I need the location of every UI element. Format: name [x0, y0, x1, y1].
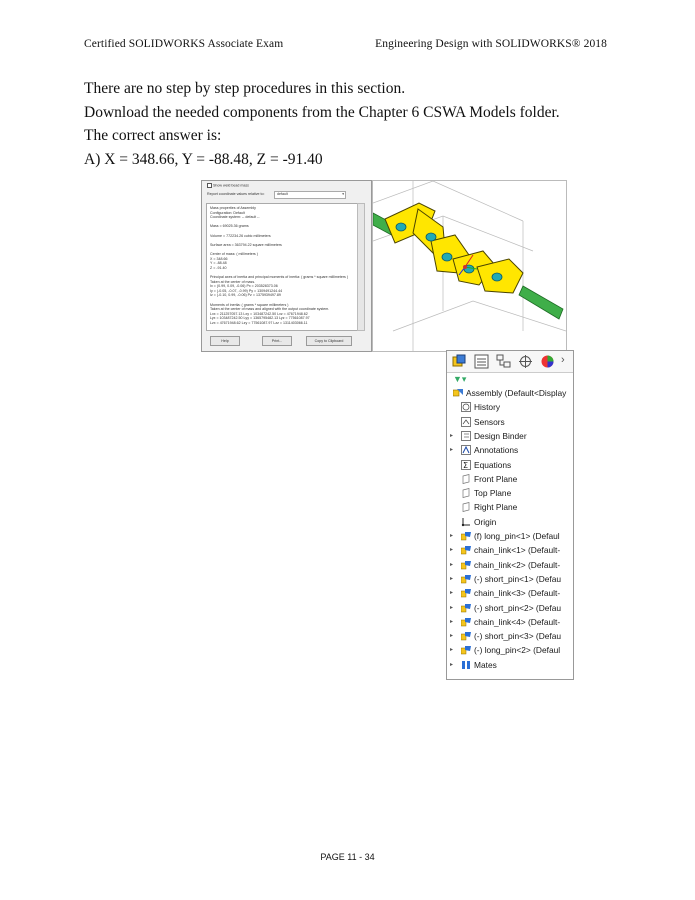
plane-icon: [461, 502, 471, 512]
output-line: Mass = 69025.36 grams: [210, 224, 249, 229]
output-line: Configuration: Default: [210, 210, 245, 215]
funnel-icon[interactable]: ▼▾: [453, 374, 467, 384]
output-line: Lyx = 103487242.50 Lyy = 1365795482.13 Lyz = 77561087.97: [210, 316, 310, 321]
annotations-icon: [461, 445, 471, 455]
page-number: PAGE 11 - 34: [320, 852, 375, 862]
tree-item-label: Right Plane: [474, 502, 518, 513]
part-icon: [461, 574, 471, 584]
tree-item[interactable]: [447, 444, 573, 457]
tree-item[interactable]: [447, 401, 573, 414]
configurationmanager-tab-icon[interactable]: [495, 354, 512, 369]
header-right: Engineering Design with SOLIDWORKS® 2018: [375, 38, 607, 50]
output-line: Iy = (-0.05, -0.07, -0.99) Py = 1309491244.44: [210, 288, 283, 293]
output-line: Surface area = 363794.22 square millimeters: [210, 242, 282, 247]
tree-item[interactable]: [447, 430, 573, 443]
mass-properties-screenshot: [201, 180, 372, 352]
report-label: Report coordinate values relative to:: [207, 192, 265, 196]
part-icon: [461, 617, 471, 627]
tree-item-label: Origin: [474, 516, 497, 527]
binder-icon: [461, 431, 471, 441]
output-line: Z = -91.40: [210, 265, 227, 270]
expand-arrow-icon[interactable]: ▸: [450, 604, 454, 611]
output-line: Mass properties of Assembly: [210, 206, 256, 210]
tree-item[interactable]: [447, 501, 573, 514]
expand-arrow-icon[interactable]: ▸: [450, 633, 454, 640]
output-line: X = 348.66: [210, 256, 228, 261]
tree-item-label: chain_link<2> (Default-: [474, 559, 561, 570]
tree-item[interactable]: [447, 530, 573, 543]
tree-tabs: [447, 351, 573, 373]
tree-item[interactable]: [447, 559, 573, 572]
output-line: Moments of inertia: ( grams * square millimeters ): [210, 302, 289, 307]
output-line: Center of mass: ( millimeters ): [210, 252, 258, 256]
output-line: Taken at the center of mass and aligned with the output coordinate system.: [210, 307, 330, 312]
paragraph-3: The correct answer is:: [84, 127, 222, 144]
expand-arrow-icon[interactable]: ▸: [450, 432, 454, 439]
feature-manager-tree: [446, 350, 574, 680]
paragraph-2: Download the needed components from the Chapter 6 CSWA Models folder.: [84, 104, 560, 121]
output-line: Y = -88.48: [210, 261, 227, 266]
expand-arrow-icon[interactable]: ▸: [450, 590, 454, 597]
tree-item[interactable]: [447, 416, 573, 429]
tree-item-label: Annotations: [474, 445, 519, 456]
tree-item-label: (f) long_pin<1> (Defaul: [474, 531, 560, 541]
part-icon: [461, 588, 471, 598]
tree-item-label: (-) short_pin<1> (Defau: [474, 573, 562, 584]
tree-item-label: chain_link<4> (Default-: [474, 616, 561, 627]
featuremanager-tab-icon[interactable]: [451, 354, 468, 369]
sensors-icon: [461, 417, 471, 427]
tree-item[interactable]: [447, 659, 573, 672]
tree-item[interactable]: [447, 473, 573, 486]
tree-item-label: chain_link<1> (Default-: [474, 545, 561, 556]
tree-item-label: Front Plane: [474, 473, 518, 484]
output-line: Lzx = 47671948.62 Lzy = 77561087.97 Lzz = 1311403066.11: [210, 321, 308, 325]
part-icon: [461, 531, 471, 541]
expand-arrow-icon[interactable]: ▸: [450, 575, 454, 582]
expand-arrow-icon[interactable]: ▸: [450, 561, 454, 568]
output-line: Lxx = 211257057.13 Lxy = 103487242.50 Lxz = 47671948.62: [210, 311, 308, 316]
answer-line: A) X = 348.66, Y = -88.48, Z = -91.40: [84, 151, 323, 168]
expand-arrow-icon[interactable]: ▸: [450, 618, 454, 625]
output-line: Taken at the center of mass.: [210, 279, 256, 284]
chain-model-render: [373, 181, 566, 351]
coord-system-select[interactable]: default ▾: [274, 191, 346, 199]
tree-item-label: Mates: [474, 659, 497, 670]
tree-item[interactable]: [447, 587, 573, 600]
assembly-icon: [453, 388, 463, 398]
mates-icon: [461, 660, 471, 670]
tree-item-label: Design Binder: [474, 430, 527, 441]
tree-item[interactable]: [447, 487, 573, 500]
part-icon: [461, 603, 471, 613]
plane-icon: [461, 474, 471, 484]
tree-item[interactable]: [447, 644, 573, 657]
expand-arrow-icon[interactable]: ▸: [450, 661, 454, 668]
model-viewport[interactable]: [372, 180, 567, 352]
tree-item-label: Equations: [474, 459, 512, 470]
history-icon: [461, 402, 471, 412]
paragraph-1: There are no step by step procedures in this section.: [84, 80, 406, 97]
tree-item[interactable]: [447, 630, 573, 643]
tree-item-label: (-) long_pin<2> (Defaul: [474, 645, 561, 656]
output-line: Volume = 772234.26 cubic millimeters: [210, 233, 271, 238]
tree-item[interactable]: [447, 544, 573, 557]
part-icon: [461, 545, 471, 555]
expand-arrow-icon[interactable]: ▸: [450, 533, 454, 539]
display-manager-tab-icon[interactable]: [539, 354, 556, 369]
tree-item[interactable]: [447, 516, 573, 529]
part-icon: [461, 645, 471, 655]
part-icon: [461, 560, 471, 570]
header-left: Certified SOLIDWORKS Associate Exam: [84, 38, 284, 50]
expand-arrow-icon[interactable]: ▸: [450, 547, 454, 554]
expand-arrow-icon[interactable]: ▸: [450, 447, 454, 454]
part-icon: [461, 631, 471, 641]
tabs-chevron-icon[interactable]: ›: [561, 354, 565, 366]
tree-item-label: Sensors: [474, 416, 505, 427]
expand-arrow-icon[interactable]: ▸: [450, 647, 454, 654]
print-button[interactable]: Print...: [262, 336, 292, 346]
tree-item[interactable]: [447, 602, 573, 615]
dimxpert-tab-icon[interactable]: [517, 354, 534, 369]
propertymanager-tab-icon[interactable]: [473, 354, 490, 369]
plane-icon: [461, 488, 471, 498]
tree-item-label: History: [474, 402, 501, 413]
weld-bead-checkbox[interactable]: Show weld bead mass: [207, 183, 249, 188]
tree-item[interactable]: [447, 616, 573, 629]
tree-item[interactable]: [447, 387, 573, 400]
output-line: Coordinate system: -- default --: [210, 215, 260, 220]
tree-item-label: Top Plane: [474, 488, 512, 499]
tree-item-label: (-) short_pin<3> (Defau: [474, 631, 562, 642]
output-line: Iz = (-0.10, 0.99, -0.06) Pz = 1375939497.89: [210, 293, 281, 298]
equations-icon: [461, 460, 471, 470]
tree-item[interactable]: [447, 459, 573, 472]
output-line: Principal axes of inertia and principal moments of inertia: ( grams * square millimeters ): [210, 275, 349, 279]
tree-item-label: Assembly (Default<Display: [466, 388, 567, 398]
mass-properties-output: [206, 203, 358, 331]
output-line: Ix = (0.99, 0.09, -0.06) Px = 203528373.06: [210, 284, 278, 289]
tree-item[interactable]: [447, 573, 573, 586]
tree-item-label: (-) short_pin<2> (Defau: [474, 602, 562, 613]
svg-text:Σ: Σ: [463, 460, 469, 470]
tree-item-label: chain_link<3> (Default-: [474, 588, 561, 599]
copy-clipboard-button[interactable]: Copy to Clipboard: [306, 336, 352, 346]
origin-icon: [461, 517, 471, 527]
help-button[interactable]: Help: [210, 336, 240, 346]
output-scrollbar[interactable]: [357, 203, 365, 331]
